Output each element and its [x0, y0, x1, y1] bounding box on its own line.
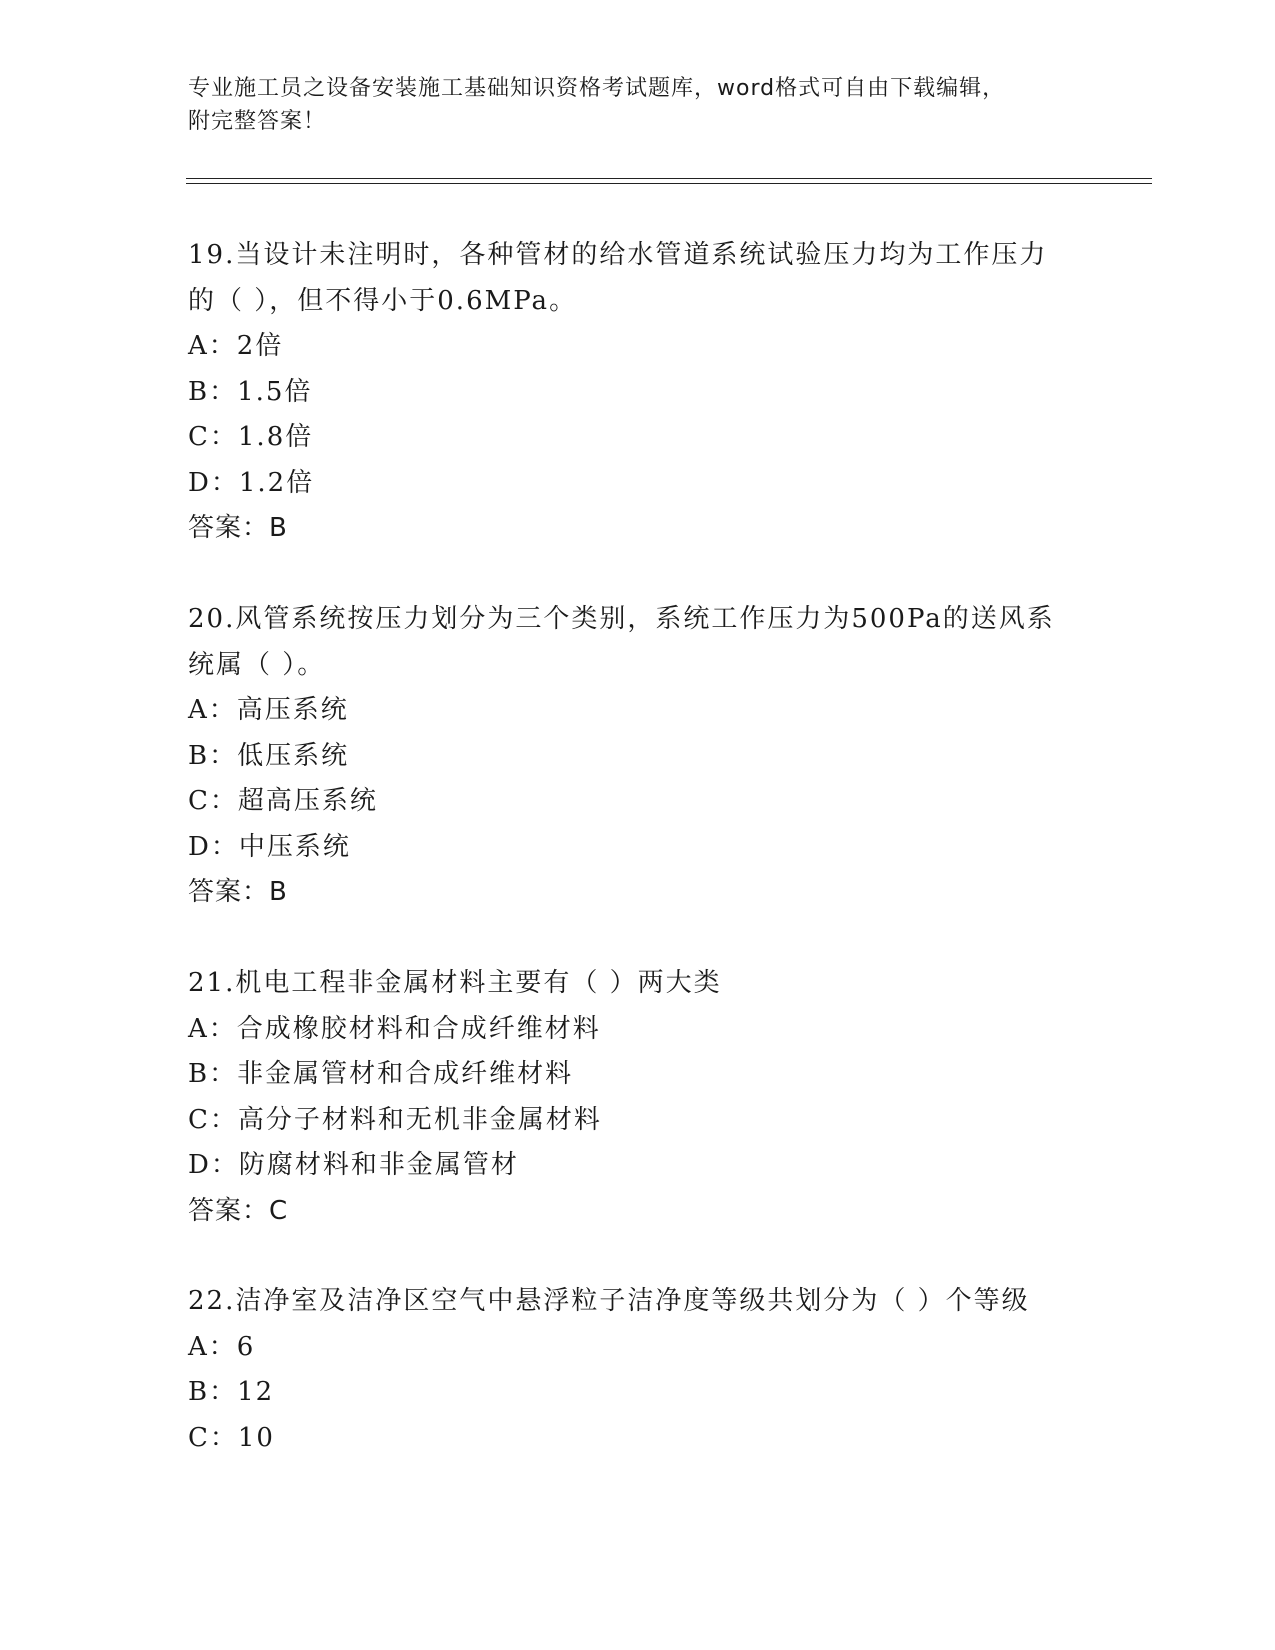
question-stem-line: 21.机电工程非金属材料主要有（ ）两大类 — [188, 968, 722, 998]
question-stem-line: 20.风管系统按压力划分为三个类别，系统工作压力为500Pa的送风系 — [188, 604, 1055, 634]
option-c: C：1.8倍 — [188, 422, 314, 452]
option-d: D：防腐材料和非金属管材 — [188, 1150, 519, 1180]
header-line-1: 专业施工员之设备安装施工基础知识资格考试题库，word格式可自由下载编辑， — [188, 76, 1006, 101]
answer-line: 答案：C — [188, 1195, 289, 1226]
question-21 — [188, 961, 1088, 1234]
option-a: A：6 — [188, 1331, 256, 1362]
question-stem-line: 19.当设计未注明时，各种管材的给水管道系统试验压力均为工作压力 — [188, 240, 1048, 270]
option-a: A：高压系统 — [188, 695, 349, 725]
option-c: C：10 — [188, 1422, 275, 1453]
question-stem-line: 统属（ ）。 — [188, 649, 326, 680]
question-20 — [188, 597, 1088, 916]
option-b: B：非金属管材和合成纤维材料 — [188, 1059, 574, 1089]
header-line-2: 附完整答案！ — [188, 109, 327, 134]
question-stem-line: 22.洁净室及洁净区空气中悬浮粒子洁净度等级共划分为（ ）个等级 — [188, 1286, 1030, 1316]
option-b: B：12 — [188, 1377, 275, 1407]
header-divider-bottom — [186, 183, 1152, 184]
header-divider-top — [186, 178, 1152, 179]
option-c: C：高分子材料和无机非金属材料 — [188, 1104, 602, 1135]
question-22 — [188, 1279, 1088, 1461]
question-19 — [188, 233, 1088, 552]
question-stem-line: 的（ ），但不得小于0.6MPa。 — [188, 285, 578, 316]
option-b: B：1.5倍 — [188, 376, 313, 407]
option-b: B：低压系统 — [188, 740, 350, 771]
answer-line: 答案：B — [188, 513, 288, 543]
option-d: D：1.2倍 — [188, 467, 315, 498]
option-c: C：超高压系统 — [188, 786, 378, 816]
document-header — [188, 72, 1088, 138]
answer-line: 答案：B — [188, 877, 288, 907]
option-a: A：合成橡胶材料和合成纤维材料 — [188, 1013, 601, 1044]
option-a: A：2倍 — [188, 331, 284, 361]
option-d: D：中压系统 — [188, 831, 351, 862]
